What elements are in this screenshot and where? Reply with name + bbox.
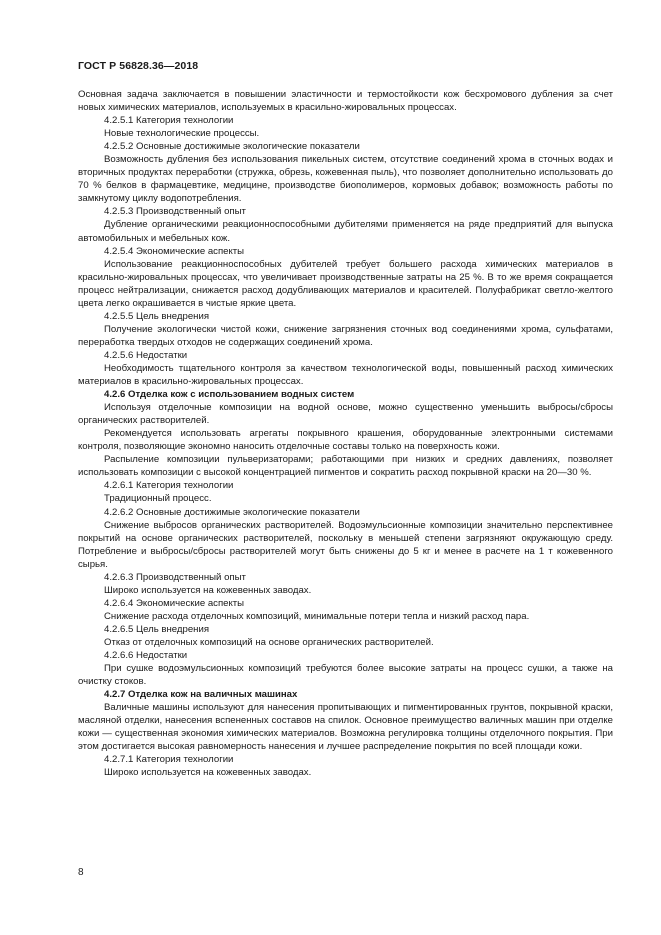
- paragraph: Рекомендуется использовать агрегаты покрывного крашения, оборудованные электронными системами контроля, позволяющие экономно наносить отделочные составы только на поверхность кожи.: [78, 428, 613, 453]
- page-number: 8: [78, 867, 84, 878]
- paragraph: Возможность дубления без использования пикельных систем, отсутствие соединений хрома в сточных водах и вторичных продуктах переработки (стружка, обрезь, кожевенная пыль), что позволяет дополнительно использовать до 70 % белков в фармацевтике, медицине, производстве биополимеров, кормовых добавок; возможность работы по замкнутому циклу водопотребления.: [78, 154, 613, 205]
- paragraph: Основная задача заключается в повышении эластичности и термостойкости кож бесхромового дубления за счет новых химических материалов, используемых в красильно-жировальных процессах.: [78, 89, 613, 114]
- paragraph: Снижение расхода отделочных композиций, минимальные потери тепла и низкий расход пара.: [104, 610, 530, 622]
- paragraph: Широко используется на кожевенных заводах.: [104, 767, 312, 779]
- document-header: ГОСТ Р 56828.36—2018: [78, 60, 199, 72]
- paragraph: Использование реакционноспособных дубителей требует большего расхода химических материалов в красильно-жировальных процессах, что увеличивает производственные затраты на 25 %. В то же время сокращается процесс нейтрализации, снижается расход додубливающих материалов и красителей. Полуфабрикат светло-желтого цвета легко окрашивается в чистые яркие цвета.: [78, 258, 613, 309]
- subsection-heading: 4.2.6.6 Недостатки: [104, 650, 188, 662]
- paragraph: При сушке водоэмульсионных композиций требуются более высокие затраты на процесс сушки, а также на очистку стоков.: [78, 663, 613, 688]
- section-heading: 4.2.6 Отделка кож с использованием водных систем: [104, 389, 355, 401]
- paragraph: Новые технологические процессы.: [104, 128, 260, 140]
- paragraph: Получение экологически чистой кожи, снижение загрязнения сточных вод соединениями хрома, сульфатами, переработка твердых отходов не содержащих соединений хрома.: [78, 323, 613, 348]
- paragraph: Используя отделочные композиции на водной основе, можно существенно уменьшить выбросы/сбросы органических растворителей.: [78, 402, 613, 427]
- paragraph: Снижение выбросов органических растворителей. Водоэмульсионные композиции значительно перспективнее покрытий на основе органических растворителей, поскольку в меньшей степени загрязняют окружающую среду. Потребление и выбросы/сбросы растворителей могут быть снижены до 5 кг и менее в расчете на 1 т кожевенного сырья.: [78, 519, 613, 570]
- document-body: [78, 88, 613, 779]
- subsection-heading: 4.2.6.2 Основные достижимые экологические показатели: [104, 506, 360, 518]
- subsection-heading: 4.2.6.1 Категория технологии: [104, 480, 234, 492]
- subsection-heading: 4.2.6.5 Цель внедрения: [104, 623, 210, 635]
- section-heading: 4.2.7 Отделка кож на валичных машинах: [104, 689, 298, 701]
- paragraph: Дубление органическими реакционноспособными дубителями применяется на ряде предприятий для выпуска автомобильных и мебельных кож.: [78, 219, 613, 244]
- subsection-heading: 4.2.5.5 Цель внедрения: [104, 310, 210, 322]
- subsection-heading: 4.2.6.3 Производственный опыт: [104, 571, 246, 583]
- paragraph: Распыление композиции пульверизаторами; работающими при низких и средних давлениях, позволяет использовать композиции с высокой концентрацией пигментов и сократить расход покрывной краски на 20—30 %.: [78, 454, 613, 479]
- subsection-heading: 4.2.6.4 Экономические аспекты: [104, 597, 245, 609]
- subsection-heading: 4.2.5.2 Основные достижимые экологические показатели: [104, 141, 360, 153]
- paragraph: Традиционный процесс.: [104, 493, 212, 505]
- subsection-heading: 4.2.5.3 Производственный опыт: [104, 206, 246, 218]
- paragraph: Широко используется на кожевенных заводах.: [104, 584, 312, 596]
- subsection-heading: 4.2.7.1 Категория технологии: [104, 754, 234, 766]
- paragraph: Необходимость тщательного контроля за качеством технологической воды, повышенный расход химических материалов в красильно-жировальных процессах.: [78, 362, 613, 388]
- paragraph: Отказ от отделочных композиций на основе органических растворителей.: [104, 636, 434, 648]
- subsection-heading: 4.2.5.1 Категория технологии: [104, 115, 234, 127]
- subsection-heading: 4.2.5.6 Недостатки: [104, 349, 188, 361]
- paragraph: Валичные машины используют для нанесения пропитывающих и пигментированных грунтов, покрывной краски, масляной отделки, нанесения вспененных составов на спилок. Основное преимущество валичных машин при отделке кожи — существенная экономия химических материалов. Возможна регулировка толщины отделочного покрытия. При этом достигается высокая равномерность нанесения и лучшее распределение покрытия по всей площади кожи.: [78, 702, 613, 753]
- subsection-heading: 4.2.5.4 Экономические аспекты: [104, 245, 245, 257]
